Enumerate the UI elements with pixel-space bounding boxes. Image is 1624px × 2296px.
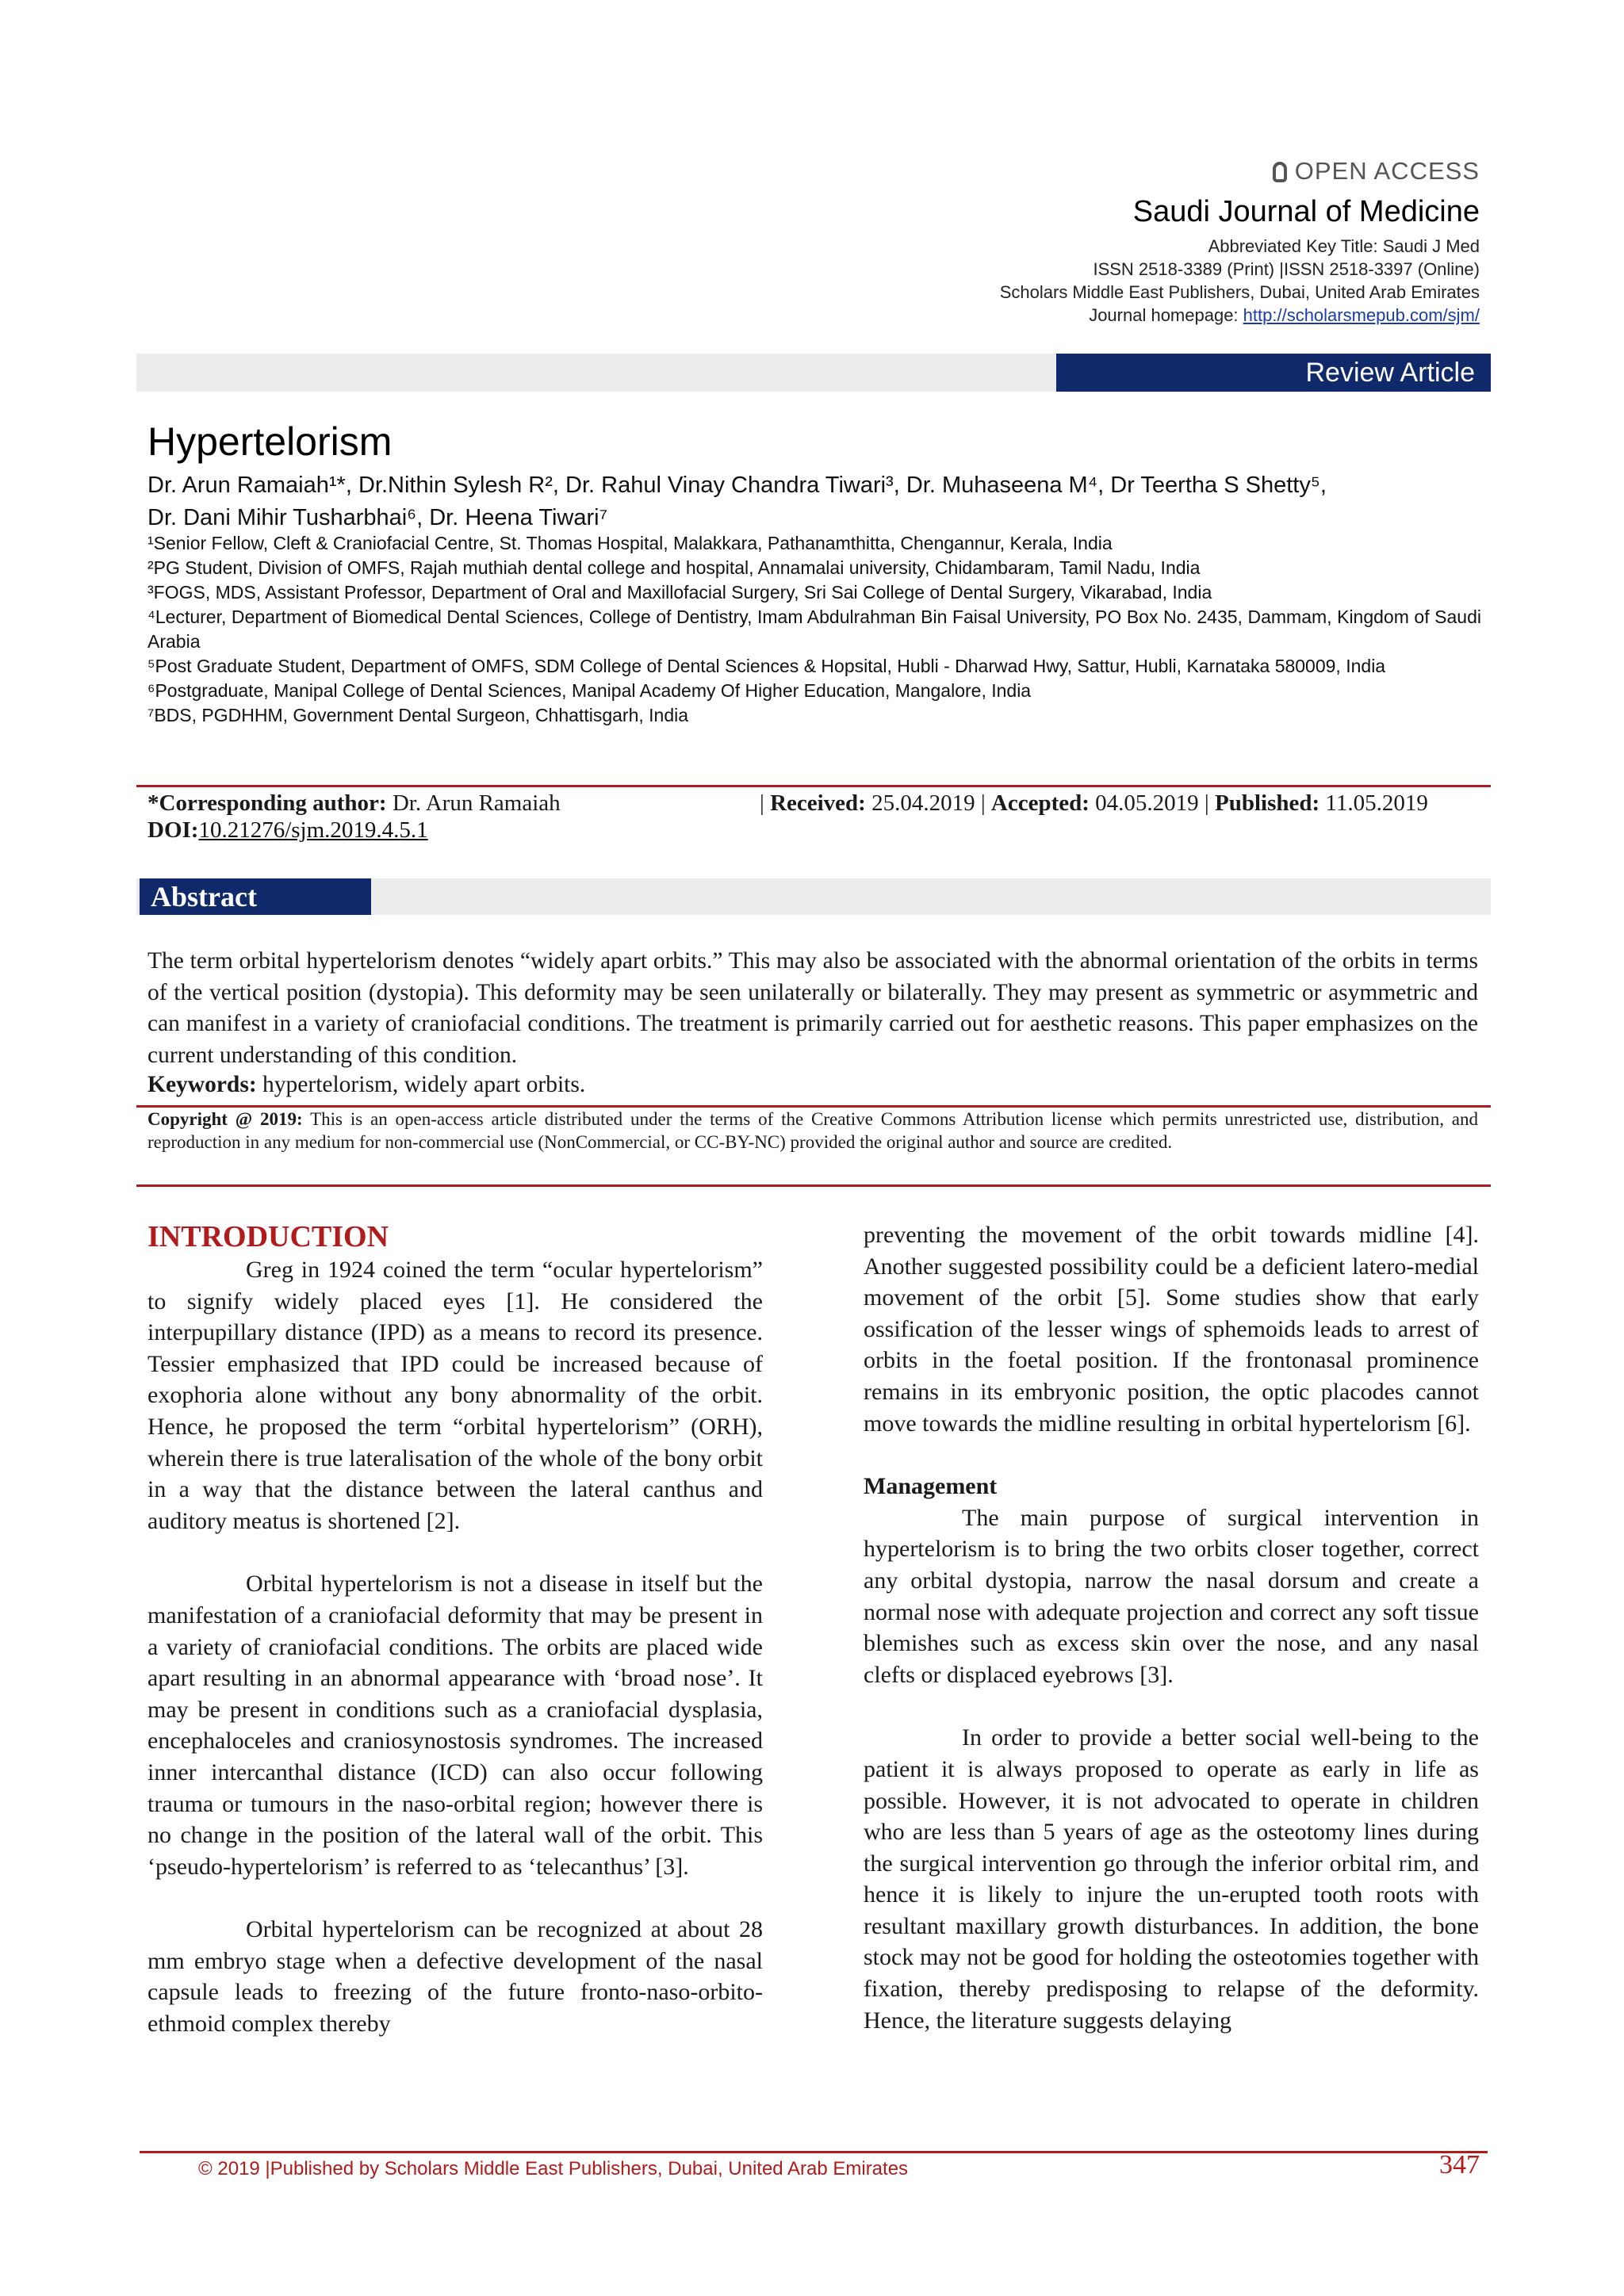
affiliation-item: ⁶Postgraduate, Manipal College of Dental Sciences, Manipal Academy Of Higher Education, Mangalore, India (147, 680, 1032, 701)
abstract-heading: Abstract (140, 878, 371, 915)
body-paragraph: Greg in 1924 coined the term “ocular hypertelorism” to signify widely placed eyes [1]. He considered the interpupillary distance (IPD) as a means to record its presence. Tessier emphasized that IPD could be increased because of exophoria alone without any bony abnormality of the orbit. Hence, he proposed the term “orbital hypertelorism” (ORH), wherein there is true lateralisation of the whole of the bony orbit in a way that the distance between the lateral canthus and auditory meatus is shortened [2]. (147, 1257, 763, 1534)
homepage-label: Journal homepage: (1089, 305, 1243, 325)
copyright-text: This is an open-access article distributed under the terms of the Creative Commons Attribution license which permits unrestricted use, distribution, and reproduction in any medium for non-commercial use (NonCommercial, or CC-BY-NC) provided the original author and source are credited. (147, 1109, 1478, 1152)
divider (136, 1184, 1491, 1187)
footer-publisher: © 2019 |Published by Scholars Middle East Publishers, Dubai, United Arab Emirates (198, 2158, 909, 2179)
author-list (147, 469, 1480, 534)
keywords (147, 1072, 1478, 1098)
body-column-left (147, 1219, 763, 2040)
homepage-link[interactable]: http://scholarsmepub.com/sjm/ (1243, 305, 1480, 325)
affiliation-item: ²PG Student, Division of OMFS, Rajah muthiah dental college and hospital, Annamalai university, Chidambaram, Tamil Nadu, India (147, 557, 1201, 578)
doi-label: DOI: (147, 817, 199, 843)
introduction-heading: INTRODUCTION (147, 1220, 389, 1253)
doi-link[interactable]: 10.21276/sjm.2019.4.5.1 (198, 817, 428, 843)
page-number: 347 (1439, 2150, 1480, 2179)
journal-name: Saudi Journal of Medicine (1132, 195, 1480, 228)
article-dates: | Received: 25.04.2019 | Accepted: 04.05.2019 | Published: 11.05.2019 (760, 790, 1428, 816)
doi-line (147, 817, 1480, 844)
body-paragraph: preventing the movement of the orbit towards midline [4]. Another suggested possibility could be a deficient latero-medial movement of the orbit [5]. Some studies show that early ossification of the lesser wings of sphemoids leads to arrest of orbits in the foetal position. If the frontonasal prominence remains in its embryonic position, the optic placodes cannot move towards the midline resulting in orbital hypertelorism [6]. (864, 1222, 1479, 1437)
issn-line: ISSN 2518-3389 (Print) |ISSN 2518-3397 (Online) (1093, 259, 1480, 279)
open-access-label: OPEN ACCESS (1294, 157, 1480, 185)
received-label: Received: (770, 790, 866, 816)
management-heading: Management (864, 1473, 998, 1500)
published-date: 11.05.2019 (1320, 790, 1428, 816)
affiliation-item: ⁴Lecturer, Department of Biomedical Dental Sciences, College of Dentistry, Imam Abdulrahman Bin Faisal University, PO Box No. 2435, Dammam, Kingdom of Saudi Arabia (147, 607, 1481, 652)
open-access-badge (1273, 157, 1480, 186)
body-paragraph: In order to provide a better social well-being to the patient it is always proposed to operate as early in life as possible. However, it is not advocated to operate in children who are less than 5 years of age as the osteotomy lines during the surgical intervention go through the inferior orbital rim, and hence it is likely to injure the un-erupted tooth roots with resultant maxillary growth disturbances. In addition, the bone stock may not be good for holding the osteotomies together with fixation, thereby predisposing to relapse of the deformity. Hence, the literature suggests delaying (864, 1724, 1479, 2034)
accepted-label: Accepted: (990, 790, 1090, 816)
keywords-label: Keywords: (147, 1072, 257, 1097)
article-type-label: Review Article (1056, 354, 1491, 392)
footer-divider (140, 2151, 1488, 2153)
abbreviated-title: Abbreviated Key Title: Saudi J Med (1208, 236, 1480, 256)
body-paragraph: Orbital hypertelorism is not a disease in itself but the manifestation of a craniofacial deformity that may be present in a variety of craniofacial conditions. The orbits are placed wide apart resulting in an abnormal appearance with ‘broad nose’. It may be present in conditions such as a craniofacial dysplasia, encephaloceles and craniosynostosis syndromes. The increased inner intercanthal distance (ICD) can also occur following trauma or tumours in the naso-orbital region; however there is no change in the position of the lateral wall of the orbit. This ‘pseudo-hypertelorism’ is referred to as ‘telecanthus’ [3]. (147, 1571, 763, 1880)
copyright-notice (147, 1108, 1478, 1154)
article-title: Hypertelorism (147, 419, 393, 464)
divider (136, 785, 1491, 787)
homepage-line (1089, 305, 1480, 326)
authors-line: Dr. Dani Mihir Tusharbhai⁶, Dr. Heena Tiwari⁷ (147, 505, 608, 530)
affiliation-item: ¹Senior Fellow, Cleft & Craniofacial Centre, St. Thomas Hospital, Malakkara, Pathanamthitta, Chengannur, Kerala, India (147, 533, 1113, 553)
abstract-text: The term orbital hypertelorism denotes “widely apart orbits.” This may also be associated with the abnormal orientation of the orbits in terms of the vertical position (dystopia). This deformity may be seen unilaterally or bilaterally. They may present as symmetric or asymmetric and can manifest in a variety of craniofacial conditions. The treatment is primarily carried out for aesthetic reasons. This paper emphasizes on the current understanding of this condition. (147, 948, 1478, 1068)
authors-line: Dr. Arun Ramaiah¹*, Dr.Nithin Sylesh R², Dr. Rahul Vinay Chandra Tiwari³, Dr. Muhaseena M⁴, Dr Teertha S Shetty⁵, (147, 473, 1327, 498)
received-date: 25.04.2019 | (865, 790, 991, 816)
body-paragraph: Orbital hypertelorism can be recognized at about 28 mm embryo stage when a defective development of the nasal capsule leads to freezing of the future fronto-naso-orbito-ethmoid complex thereby (147, 1916, 763, 2038)
body-column-right (864, 1219, 1479, 2036)
accepted-date: 04.05.2019 | (1089, 790, 1215, 816)
corresponding-label: *Corresponding author: (147, 790, 387, 816)
affiliations (147, 531, 1481, 728)
keywords-text: hypertelorism, widely apart orbits. (256, 1072, 586, 1097)
published-label: Published: (1214, 790, 1320, 816)
body-paragraph: The main purpose of surgical intervention in hypertelorism is to bring the two orbits closer together, correct any orbital dystopia, narrow the nasal dorsum and create a normal nose with adequate projection and correct any soft tissue blemishes such as excess skin over the nose, and any nasal clefts or displaced eyebrows [3]. (864, 1504, 1479, 1688)
corresponding-info (147, 790, 1480, 844)
affiliation-item: ⁷BDS, PGDHHM, Government Dental Surgeon, Chhattisgarh, India (147, 705, 689, 725)
publisher-line: Scholars Middle East Publishers, Dubai, United Arab Emirates (999, 282, 1480, 302)
open-lock-icon (1273, 162, 1287, 182)
corresponding-name: Dr. Arun Ramaiah (386, 790, 561, 816)
affiliation-item: ⁵Post Graduate Student, Department of OMFS, SDM College of Dental Sciences & Hopsital, Hubli - Dharwad Hwy, Sattur, Hubli, Karnataka 580009, India (147, 656, 1386, 676)
copyright-label: Copyright @ 2019: (147, 1109, 303, 1129)
affiliation-item: ³FOGS, MDS, Assistant Professor, Department of Oral and Maxillofacial Surgery, Sri Sai College of Dental Surgery, Vikarabad, India (147, 582, 1212, 603)
